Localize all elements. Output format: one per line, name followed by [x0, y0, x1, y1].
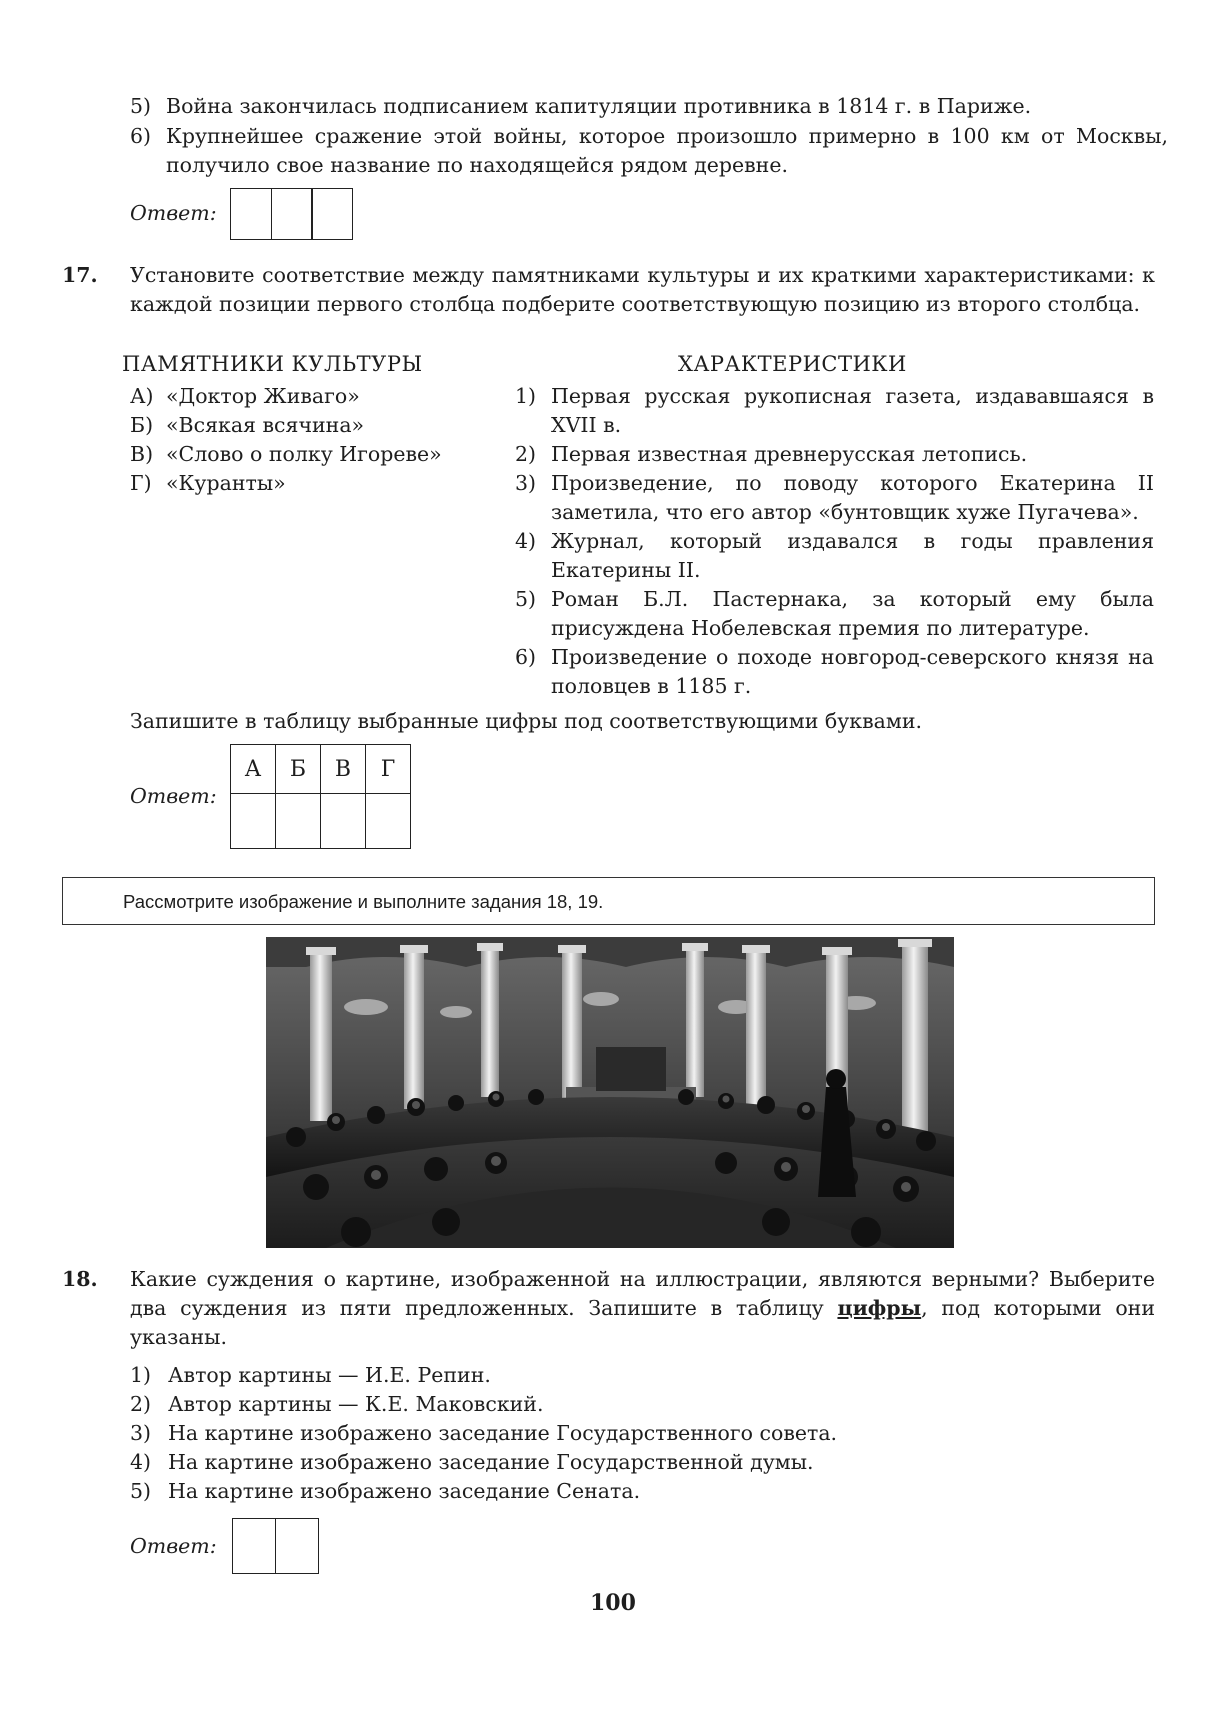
answer-cell[interactable]	[231, 794, 276, 849]
item-number: 6)	[130, 124, 152, 148]
item-text: Автор картины — К.Е. Маковский.	[168, 1392, 544, 1416]
item-text: Роман Б.Л. Пастернака, за который ему была присуждена Нобелевская премия по литературе.	[551, 587, 1154, 640]
item-number: 3)	[130, 1421, 152, 1445]
item-text: «Доктор Живаго»	[166, 384, 360, 408]
q18-item-4	[130, 1448, 1130, 1478]
q17-left-item-g	[130, 469, 510, 499]
answer-cell[interactable]	[366, 794, 411, 849]
item-text: Война закончилась подписанием капитуляции противника в 1814 г. в Париже.	[166, 94, 1032, 118]
answer-cell[interactable]	[321, 794, 366, 849]
answer-cell[interactable]	[230, 188, 272, 240]
item-text: «Слово о полку Игореве»	[166, 442, 442, 466]
q17-left-item-b	[130, 411, 510, 441]
item-text: Первая русская рукописная газета, издававшаяся в XVII в.	[551, 384, 1154, 437]
item-number: 2)	[515, 442, 537, 466]
item-letter: А)	[130, 384, 154, 408]
answer-table-header: Г	[366, 745, 411, 794]
q17-left-item-a	[130, 382, 510, 412]
item-text: Журнал, который издавался в годы правления Екатерины II.	[551, 529, 1154, 582]
item-text: На картине изображено заседание Государственного совета.	[168, 1421, 838, 1445]
q17-answer-label: Ответ:	[130, 784, 217, 808]
item-text: Автор картины — И.Е. Репин.	[168, 1363, 491, 1387]
image-task-notice	[62, 877, 1155, 925]
item-text: Произведение, по поводу которого Екатерина II заметила, что его автор «бунтовщик хуже Пугачева».	[551, 471, 1154, 524]
q17-instruction: Запишите в таблицу выбранные цифры под соответствующими буквами.	[130, 709, 923, 733]
q16-item-6	[130, 122, 1168, 182]
q18-item-5	[130, 1477, 1130, 1507]
item-number: 4)	[130, 1450, 152, 1474]
q16-answer-label: Ответ:	[130, 201, 217, 225]
answer-cell[interactable]	[232, 1518, 276, 1574]
item-number: 1)	[130, 1363, 152, 1387]
q17-number: 17.	[62, 263, 98, 287]
item-text: На картине изображено заседание Государственной думы.	[168, 1450, 814, 1474]
q18-number: 18.	[62, 1267, 98, 1291]
notice-text: Рассмотрите изображение и выполните задания 18, 19.	[123, 891, 604, 912]
answer-table-header: В	[321, 745, 366, 794]
q17-right-item-2	[515, 440, 1155, 470]
q17-prompt: Установите соответствие между памятниками культуры и их краткими характеристиками: к каждой позиции первого столбца подберите соответствующую позицию из второго столбца.	[130, 263, 1155, 316]
answer-table-header-row	[231, 745, 411, 794]
q17-right-item-4	[515, 527, 1155, 587]
answer-table-header: Б	[276, 745, 321, 794]
q18-answer-boxes	[232, 1518, 319, 1574]
item-number: 5)	[130, 94, 152, 118]
page-number: 100	[590, 1590, 636, 1616]
q17-right-item-3	[515, 469, 1155, 529]
q18-prompt-emphasis: цифры	[837, 1296, 922, 1320]
item-letter: Г)	[130, 471, 152, 495]
item-number: 2)	[130, 1392, 152, 1416]
q18-item-2	[130, 1390, 1130, 1420]
item-text: На картине изображено заседание Сената.	[168, 1479, 641, 1503]
answer-cell[interactable]	[271, 188, 313, 240]
answer-table-header: А	[231, 745, 276, 794]
q17-right-item-6	[515, 643, 1155, 703]
item-text: «Всякая всячина»	[166, 413, 365, 437]
q16-item-5	[130, 92, 1160, 122]
q16-answer-boxes	[230, 188, 353, 240]
answer-table-input-row	[231, 794, 411, 849]
q17-left-item-v	[130, 440, 510, 470]
q17-answer-table	[230, 744, 411, 849]
item-number: 6)	[515, 645, 537, 669]
painting-illustration	[266, 937, 954, 1248]
q17-right-item-1	[515, 382, 1155, 442]
q18-prompt-text: Какие суждения о картине, изображенной на иллюстрации, являются верными? Выберите два суждения из пяти предложенных. Запишите в таблицу	[130, 1267, 1155, 1320]
q18-prompt-text-end: , под которыми они указаны.	[130, 1296, 1155, 1349]
q18-answer-label: Ответ:	[130, 1534, 217, 1558]
item-text: Первая известная древнерусская летопись.	[551, 442, 1028, 466]
item-number: 5)	[130, 1479, 152, 1503]
q17-left-header: ПАМЯТНИКИ КУЛЬТУРЫ	[122, 352, 423, 376]
q17-right-item-5	[515, 585, 1155, 645]
q17-right-header: ХАРАКТЕРИСТИКИ	[678, 352, 907, 376]
item-text: «Куранты»	[166, 471, 286, 495]
q18-item-3	[130, 1419, 1130, 1449]
item-text: Произведение о походе новгород-северского князя на половцев в 1185 г.	[551, 645, 1154, 698]
item-number: 5)	[515, 587, 537, 611]
item-number: 1)	[515, 384, 537, 408]
item-letter: В)	[130, 442, 154, 466]
q18-item-1	[130, 1361, 1130, 1391]
answer-cell[interactable]	[311, 188, 353, 240]
answer-cell[interactable]	[275, 1518, 319, 1574]
item-number: 3)	[515, 471, 537, 495]
answer-cell[interactable]	[276, 794, 321, 849]
item-text: Крупнейшее сражение этой войны, которое произошло примерно в 100 км от Москвы, получило свое название по находящейся рядом деревне.	[166, 124, 1168, 177]
item-number: 4)	[515, 529, 537, 553]
q18-prompt	[130, 1265, 1155, 1352]
item-letter: Б)	[130, 413, 154, 437]
